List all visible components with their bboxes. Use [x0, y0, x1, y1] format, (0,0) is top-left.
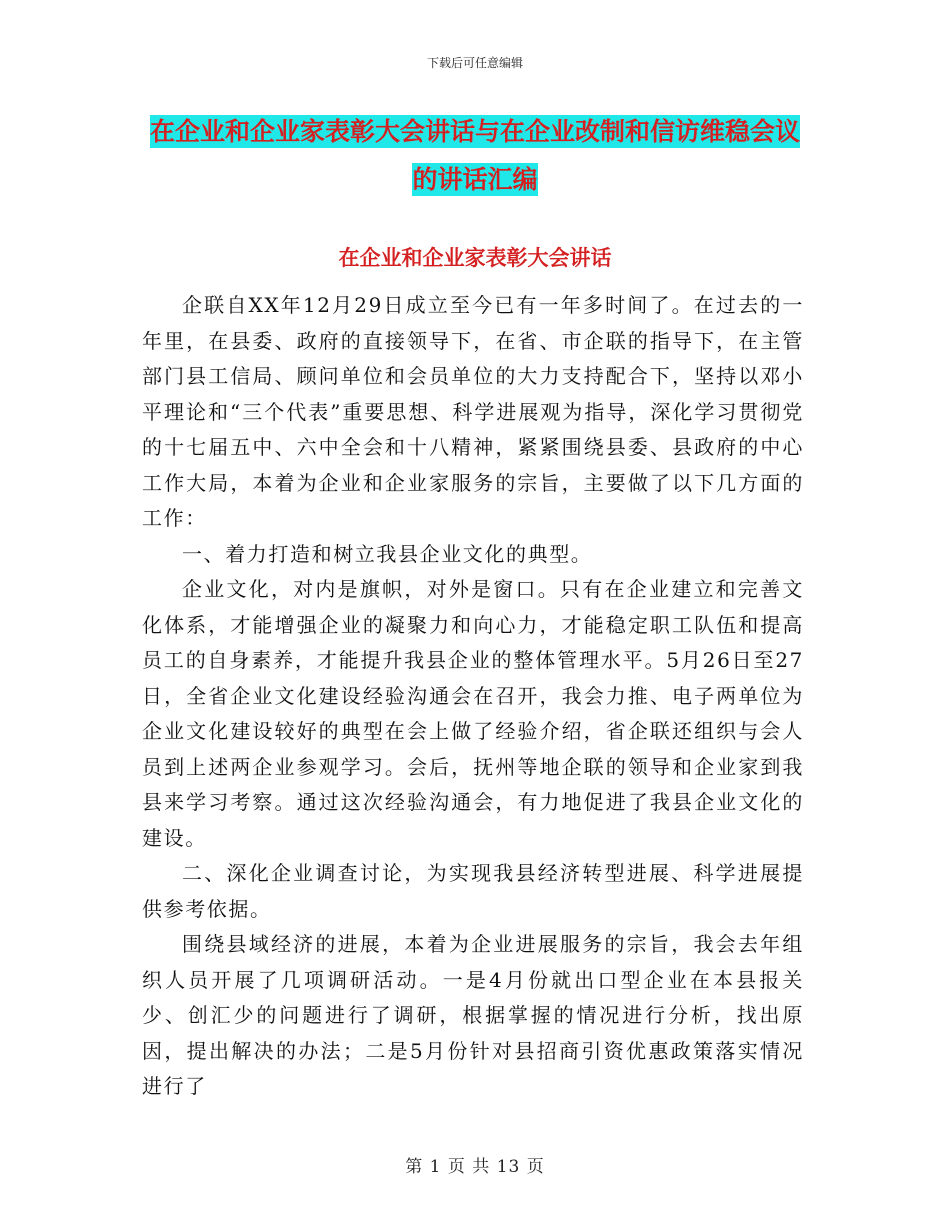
document-body — [142, 288, 804, 1105]
paragraph: 围绕县域经济的进展，本着为企业进展服务的宗旨，我会去年组织人员开展了几项调研活动。一是4月份就出口型企业在本县报关少、创汇少的问题进行了调研，根据掌握的情况进行分析，找出原因，提出解决的办法；二是5月份针对县招商引资优惠政策落实情况进行了 — [142, 932, 804, 1098]
paragraph: 一、着力打造和树立我县企业文化的典型。 — [182, 541, 593, 566]
section-title: 在企业和企业家表彰大会讲话 — [338, 245, 612, 270]
paragraph: 二、深化企业调查讨论，为实现我县经济转型进展、科学进展提供参考依据。 — [142, 861, 804, 921]
paragraph: 企业文化，对内是旗帜，对外是窗口。只有在企业建立和完善文化体系，才能增强企业的凝聚力和向心力，才能稳定职工队伍和提高员工的自身素养，才能提升我县企业的整体管理水平。5月26日至27日，全省企业文化建设经验沟通会在召开，我会力推、电子两单位为企业文化建设较好的典型在会上做了经验介绍，省企联还组织与会人员到上述两企业参观学习。会后，抚州等地企联的领导和企业家到我县来学习考察。通过这次经验沟通会，有力地促进了我县企业文化的建设。 — [142, 577, 804, 850]
paragraph: 企联自XX年12月29日成立至今已有一年多时间了。在过去的一年里，在县委、政府的直接领导下，在省、市企联的指导下，在主管部门县工信局、顾问单位和会员单位的大力支持配合下，坚持以邓小平理论和“三个代表”重要思想、科学进展观为指导，深化学习贯彻党的十七届五中、六中全会和十八精神，紧紧围绕县委、县政府的中心工作大局，本着为企业和企业家服务的宗旨，主要做了以下几方面的工作： — [142, 293, 804, 530]
header-note: 下载后可任意编辑 — [426, 56, 523, 70]
document-title — [140, 108, 810, 204]
document-title-text: 在企业和企业家表彰大会讲话与在企业改制和信访维稳会议的讲话汇编 — [149, 117, 800, 194]
page-number-footer: 第 1 页 共 13 页 — [405, 1157, 545, 1177]
